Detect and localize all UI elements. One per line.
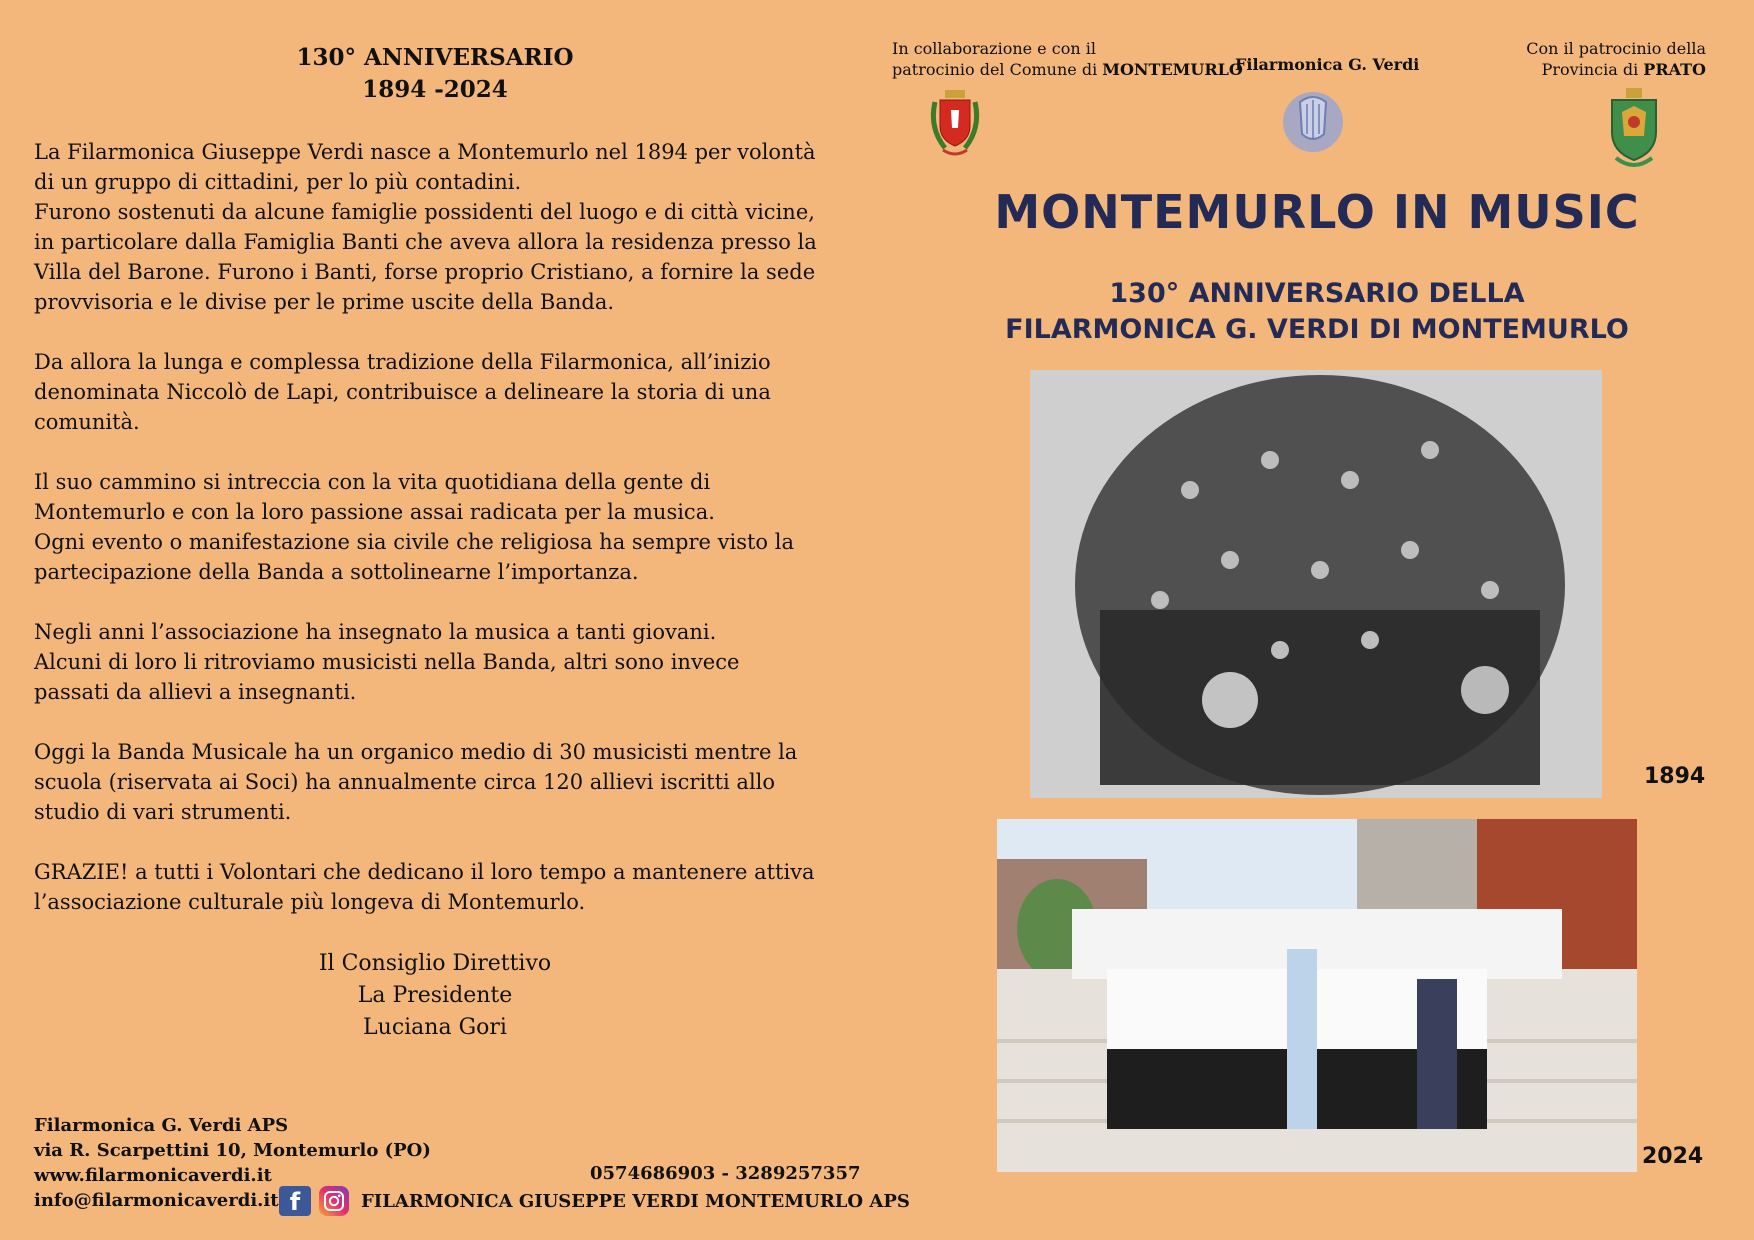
- history-text: [34, 137, 824, 947]
- anniversary-line: 130° ANNIVERSARIO: [296, 44, 574, 71]
- paragraph: Negli anni l’associazione ha insegnato la musica a tanti giovani. Alcuni di loro li ritroviamo musicisti nella Banda, altri sono invece passati da allievi a insegnanti.: [34, 620, 740, 704]
- main-title: MONTEMURLO IN MUSIC: [994, 185, 1640, 239]
- anniversary-heading: [30, 42, 840, 106]
- filarmonica-header: Filarmonica G. Verdi: [1235, 55, 1420, 74]
- montemurlo-crest-icon: [925, 88, 985, 160]
- band-photo-2024: [997, 819, 1637, 1172]
- social-page-name[interactable]: FILARMONICA GIUSEPPE VERDI MONTEMURLO APS: [361, 1190, 910, 1212]
- year-label-2024: 2024: [1642, 1144, 1704, 1169]
- phone-numbers: 0574686903 - 3289257357: [590, 1163, 861, 1184]
- comune-collaboration: In collaborazione e con il patrocinio del Comune di MONTEMURLO: [892, 39, 1243, 79]
- email-link[interactable]: info@filarmonicaverdi.it: [34, 1190, 279, 1211]
- paragraph: GRAZIE! a tutti i Volontari che dedicano il loro tempo a mantenere attiva l’associazione culturale più longeva di Montemurlo.: [34, 860, 815, 914]
- prato-crest-icon: [1604, 86, 1664, 170]
- paragraph: Oggi la Banda Musicale ha un organico medio di 30 musicisti mentre la scuola (riservata ai Soci) ha annualmente circa 120 allievi iscritti allo studio di vari strumenti.: [34, 740, 798, 824]
- signature-name: Luciana Gori: [363, 1015, 507, 1040]
- paragraph: Da allora la lunga e complessa tradizione della Filarmonica, all’inizio denominata Niccolò de Lapi, contribuisce a delineare la storia di una comunità.: [34, 350, 771, 434]
- paragraph: Il suo cammino si intreccia con la vita quotidiana della gente di Montemurlo e con la loro passione assai radicata per la musica. Ogni evento o manifestazione sia civile che religiosa ha sempre visto la partecipazione della Banda a sottolinearne l’importanza.: [34, 470, 794, 584]
- signature-block: [30, 948, 840, 1044]
- subtitle: 130° ANNIVERSARIO DELLA FILARMONICA G. VERDI DI MONTEMURLO: [1005, 278, 1629, 345]
- instagram-icon[interactable]: [319, 1186, 349, 1216]
- paragraph: La Filarmonica Giuseppe Verdi nasce a Montemurlo nel 1894 per volontà di un gruppo di cittadini, per lo più contadini. Furono sostenuti da alcune famiglie possidenti del luogo e di città vicine, in particolare dalla Famiglia Banti che aveva allora la residenza presso la Villa del Barone. Furono i Banti, forse proprio Cristiano, a fornire la sede provvisoria e le divise per le prime uscite della Banda.: [34, 140, 817, 314]
- website-link[interactable]: www.filarmonicaverdi.it: [34, 1165, 272, 1186]
- province-patronage: Con il patrocinio della Provincia di PRATO: [1526, 39, 1706, 79]
- signature-role: La Presidente: [357, 983, 513, 1008]
- org-address: via R. Scarpettini 10, Montemurlo (PO): [34, 1140, 431, 1161]
- filarmonica-emblem-icon: [1280, 88, 1346, 160]
- band-photo-1894: [1030, 370, 1602, 798]
- social-row: [279, 1186, 910, 1216]
- anniversary-years: 1894 -2024: [362, 76, 508, 103]
- signature-council: Il Consiglio Direttivo: [318, 951, 552, 976]
- year-label-1894: 1894: [1644, 764, 1706, 789]
- org-name: Filarmonica G. Verdi APS: [34, 1115, 289, 1136]
- facebook-icon[interactable]: f: [279, 1186, 311, 1216]
